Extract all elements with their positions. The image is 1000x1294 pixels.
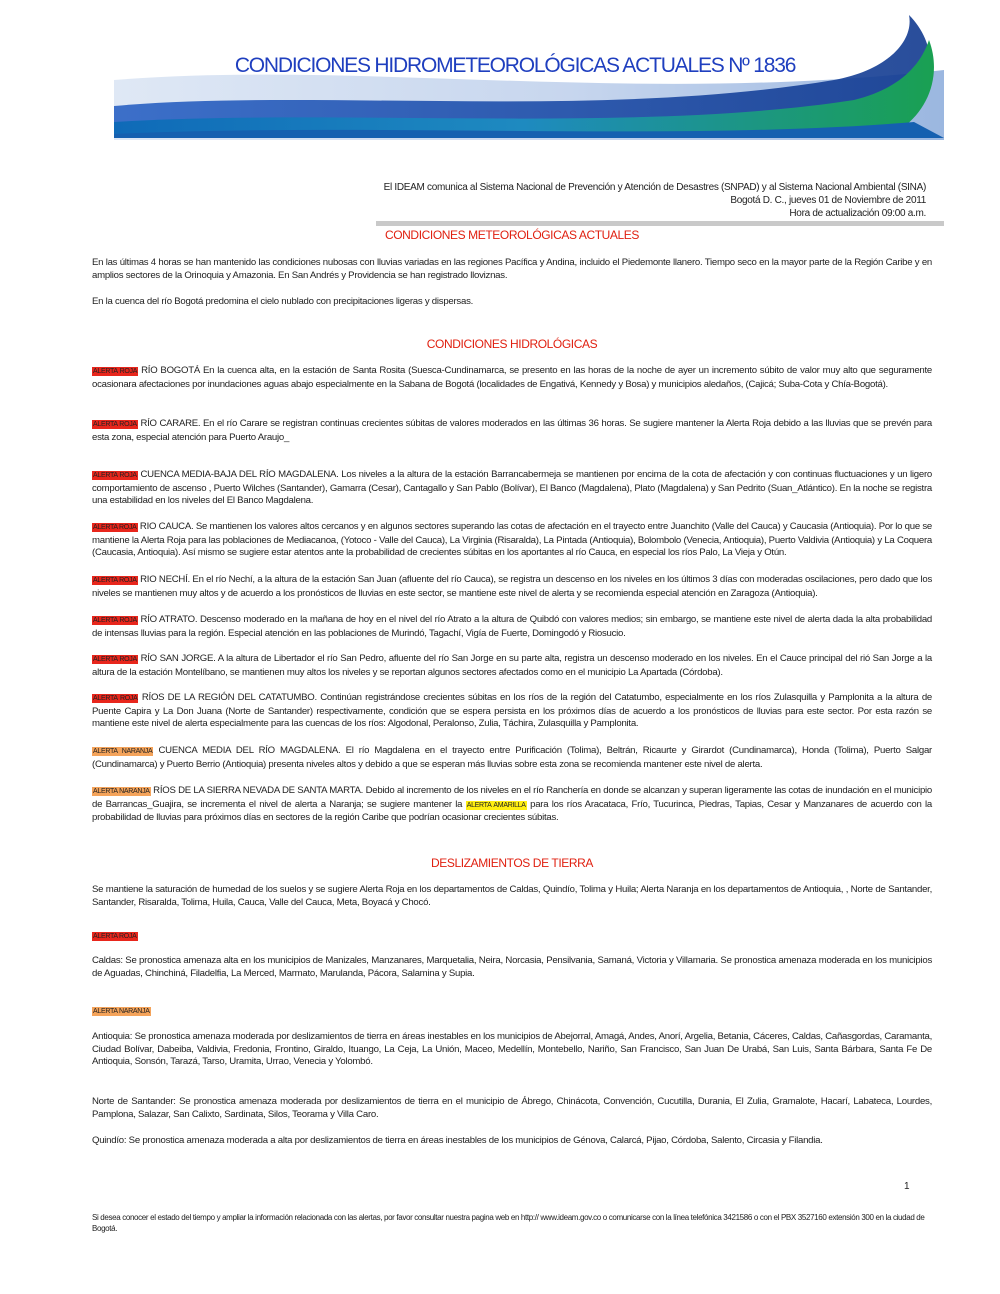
alert-badge: ALERTA NARANJA <box>93 748 153 755</box>
meteo-paragraph-2: En la cuenca del río Bogotá predomina el cielo nublado con precipitaciones ligeras y dispersas. <box>92 296 474 307</box>
issuer-line: El IDEAM comunica al Sistema Nacional de Prevención y Atención de Desastres (SNPAD) y al Sistema Nacional Ambiental (SINA) <box>383 182 926 193</box>
desliz-antioquia: Antioquia: Se pronostica amenaza moderada por deslizamientos de tierra en áreas inestables en los municipios de Abejorral, Amagá, Andes, Anorí, Argelia, Betania, Cáceres, Caldas, Cañasgordas, Caramanta, Ciudad Bolívar, Dabeiba, Valdivia, Fredonia, Frontino, Giraldo, Ituango, La Ceja, La Unión, Maceo, Medellín, Montebello, Nariño, San Francisco, San Juan De Urabá, San Luis, Santa Bárbara, Santa Fe De Antioquia, Sonsón, Tarazá, Tarso, Uramita, Urrao, Venecia y Yolombó. <box>92 1031 932 1067</box>
desliz-section-title: DESLIZAMIENTOS DE TIERRA <box>431 856 593 870</box>
desliz-caldas: Caldas: Se pronostica amenaza alta en los municipios de Manizales, Manzanares, Marquetalia, Neira, Norcasia, Pensilvania, Samaná, Victoria y Villamaria. Se pronostica amenaza moderada en los municipios de Aguadas, Chinchiná, Filadelfia, La Merced, Marmato, Marulanda, Pácora, Salamina y Supia. <box>92 955 932 979</box>
alert-badge: ALERTA ROJA <box>93 524 137 531</box>
alert-badge: ALERTA NARANJA <box>93 788 150 795</box>
date-line: Bogotá D. C., jueves 01 de Noviembre de 2011 <box>730 195 926 206</box>
alert-badge-roja: ALERTA ROJA <box>93 933 137 940</box>
alert-badge: ALERTA ROJA <box>93 695 138 702</box>
desliz-norte-santander: Norte de Santander: Se pronostica amenaza moderada por deslizamientos de tierra en el municipio de Ábrego, Chinácota, Convención, Cucutilla, Durania, El Zulia, Gramalote, Hacarí, Labateca, Lourdes, Pamplona, Salazar, San Calixto, Sardinata, Silos, Teorama y Villa Caro. <box>92 1096 932 1120</box>
update-time-line: Hora de actualización 09:00 a.m. <box>789 208 926 219</box>
meteo-section-title: CONDICIONES METEOROLÓGICAS ACTUALES <box>384 228 640 242</box>
desliz-quindio: Quindío: Se pronostica amenaza moderada a alta por deslizamientos de tierra en áreas inestables de los municipios de Génova, Calarcá, Pijao, Córdoba, Salento, Circasia y Filandia. <box>92 1135 823 1146</box>
alert-rio-cauca: ALERTA ROJA RIO CAUCA. Se mantienen los valores altos cercanos y en algunos sectores superando las cotas de afectación en el trayecto entre Juanchito (Valle del Cauca) y Caucasia (Antioquia). Por lo que se mantiene la Alerta Roja para las poblaciones de Mediacanoa, (Yotoco - Valle del Cauca), La Virginia (Risaralda), La Pintada (Antioquia), Bolombolo (Venecia, Antioquia), Puerto Valdivia (Antioquia) y La Coquera (Caucasia, Antioquia). Así mismo se sugiere estar atentos ante la probabilidad de crecientes súbitas en los aportantes al río Cauca, en especial los ríos Palo, La Vieja y Otún. <box>92 521 932 558</box>
alert-magdalena-media-baja: ALERTA ROJA CUENCA MEDIA-BAJA DEL RÍO MAGDALENA. Los niveles a la altura de la estación Barrancabermeja se mantienen por encima de la cota de afectación y con continuas fluctuaciones y un ligero comportamiento de ascenso , Puerto Wilches (Santander), Gamarra (Cesar), Cantagallo y San Pablo (Bolívar), El Banco (Magdalena), Plato (Magdalena) y San Pedrito (Suan_Atlántico). En la noche se registra una estabilidad en los niveles del El Banco Magdalena. <box>92 469 932 506</box>
alert-rio-bogota: ALERTA ROJA RÍO BOGOTÁ En la cuenca alta, en la estación de Santa Rosita (Suesca-Cundinamarca, se presento en las horas de la noche de ayer un incremento súbito de valor muy alto que seguramente ocasionara afectaciones por inundaciones aguas abajo especialmente en la Sabana de Bogotá (localidades de Engativá, Kennedy y Bosa) y municipios aledaños, (Cajicá; Suba-Cota y Chía-Bogotá). <box>92 365 932 390</box>
document-info <box>384 181 926 220</box>
hidro-section-title: CONDICIONES HIDROLÓGICAS <box>426 337 598 351</box>
page-number: 1 <box>904 1181 910 1192</box>
alert-rio-san-jorge: ALERTA ROJA RÍO SAN JORGE. A la altura de Libertador el río San Pedro, afluente del río San Jorge en su parte alta, registra un descenso moderado en los niveles. En el Cauce principal del rió San Jorge a la altura de la estación Montelíbano, se mantienen muy altos los niveles y se reportan algunos sectores afectados como en el municipio La Apartada (Córdoba). <box>92 653 932 678</box>
alert-badge: ALERTA ROJA <box>93 368 138 375</box>
alert-catatumbo: ALERTA ROJA RÍOS DE LA REGIÓN DEL CATATUMBO. Continúan registrándose crecientes súbitas en los ríos de la región del Catatumbo, especialmente en los ríos Zulasquilla y Pamplonita a la altura de Puente Capira y La Don Juana (Norte de Santander) respectivamente, condición que se espera persista en los próximos días de acuerdo a los pronósticos de lluvias para este sector. Por esta razón se mantiene este nivel de alerta especialmente para las cuencas de los ríos: Algodonal, Peralonso, Zulia, Táchira, Zulasquilla y Pamplonita. <box>92 692 933 729</box>
alert-rio-nechi: ALERTA ROJA RIO NECHÍ. En el río Nechí, a la altura de la estación San Juan (afluente del río Cauca), se registra un descenso en los niveles en los últimos 3 días con moderadas oscilaciones, pero dado que los niveles se mantienen muy altos y de acuerdo a los pronósticos de lluvias en este sector, se mantiene este nivel de alerta y se recomienda especial atención en Zaragoza (Antioquia). <box>92 574 933 599</box>
alert-badge: ALERTA ROJA <box>93 577 137 584</box>
alert-badge: ALERTA ROJA <box>93 656 137 663</box>
alert-badge-naranja: ALERTA NARANJA <box>93 1008 150 1015</box>
alert-badge: ALERTA ROJA <box>93 617 137 624</box>
alert-rio-atrato: ALERTA ROJA RÍO ATRATO. Descenso moderado en la mañana de hoy en el nivel del río Atrato a la altura de Quibdó con valores medios; sin embargo, se mantiene este nivel de alerta dada la alta probabilidad de intensas lluvias para la región. Especial atención en las poblaciones de Murindó, Tagachí, Vigía de Fuerte, Domingodó y Riosucio. <box>92 614 932 639</box>
meteo-paragraph-1: En las últimas 4 horas se han mantenido las condiciones nubosas con lluvias variadas en las regiones Pacífica y Andina, incluido el Piedemonte llanero. Tiempo seco en la mayor parte de la Región Caribe y en amplios sectores de la Orinoquia y Amazonia. En San Andrés y Providencia se han registrado lloviznas. <box>92 257 932 281</box>
alert-magdalena-media: ALERTA NARANJA CUENCA MEDIA DEL RÍO MAGDALENA. El río Magdalena en el trayecto entre Purificación (Tolima), Beltrán, Ricaurte y Girardot (Cundinamarca), Honda (Tolima), Puerto Salgar (Cundinamarca) y Puerto Berrio (Antioquia) presenta niveles altos y debido a que se esperan más lluvias sobre esta zona se recomienda mantener este nivel de alerta. <box>92 745 932 770</box>
alert-badge: ALERTA ROJA <box>93 421 137 428</box>
alert-badge: ALERTA AMARILLA <box>466 801 526 809</box>
alert-sierra-nevada: ALERTA NARANJA RÍOS DE LA SIERRA NEVADA DE SANTA MARTA. Debido al incremento de los niveles en el río Ranchería en donde se alcanzan y superan ligeramente las cotas de inundación en el municipio de Barrancas_Guajira, se incrementa el nivel de alerta a Naranja; se sugiere mantener la ALERTA AMARILLA para los ríos Aracataca, Frío, Tucurinca, Piedras, Tapias, Cesar y Manzanares de acuerdo con la probabilidad de lluvias para próximos días en sectores de la región Caribe que podrían ocasionar crecientes súbitas. <box>92 785 932 823</box>
document-title: CONDICIONES HIDROMETEOROLÓGICAS ACTUALES Nº 1836 <box>234 54 796 77</box>
desliz-paragraph: Se mantiene la saturación de humedad de los suelos y se sugiere Alerta Roja en los departamentos de Caldas, Quindío, Tolima y Huila; Alerta Naranja en los departamentos de Antioquia, , Norte de Santander, Santander, Risaralda, Tolima, Huila, Cauca, Valle del Cauca, Meta, Boyacá y Chocó. <box>92 884 932 908</box>
footer-note: Si desea conocer el estado del tiempo y ampliar la información relacionada con las alertas, por favor consultar nuestra pagina web en http:// www.ideam.gov.co o comunicarse con la línea telefónica 3421586 o con el PBX 3527160 extensión 300 en la ciudad de Bogotá. <box>92 1213 925 1233</box>
alert-badge: ALERTA ROJA <box>93 472 137 479</box>
divider <box>376 221 944 226</box>
alert-rio-carare: ALERTA ROJA RÍO CARARE. En el río Carare se registran continuas crecientes súbitas de valores moderados en las últimas 36 horas. Se sugiere mantener la Alerta Roja debido a las lluvias que se prevén para esta zona, especial atención para Puerto Araujo_ <box>92 418 932 443</box>
